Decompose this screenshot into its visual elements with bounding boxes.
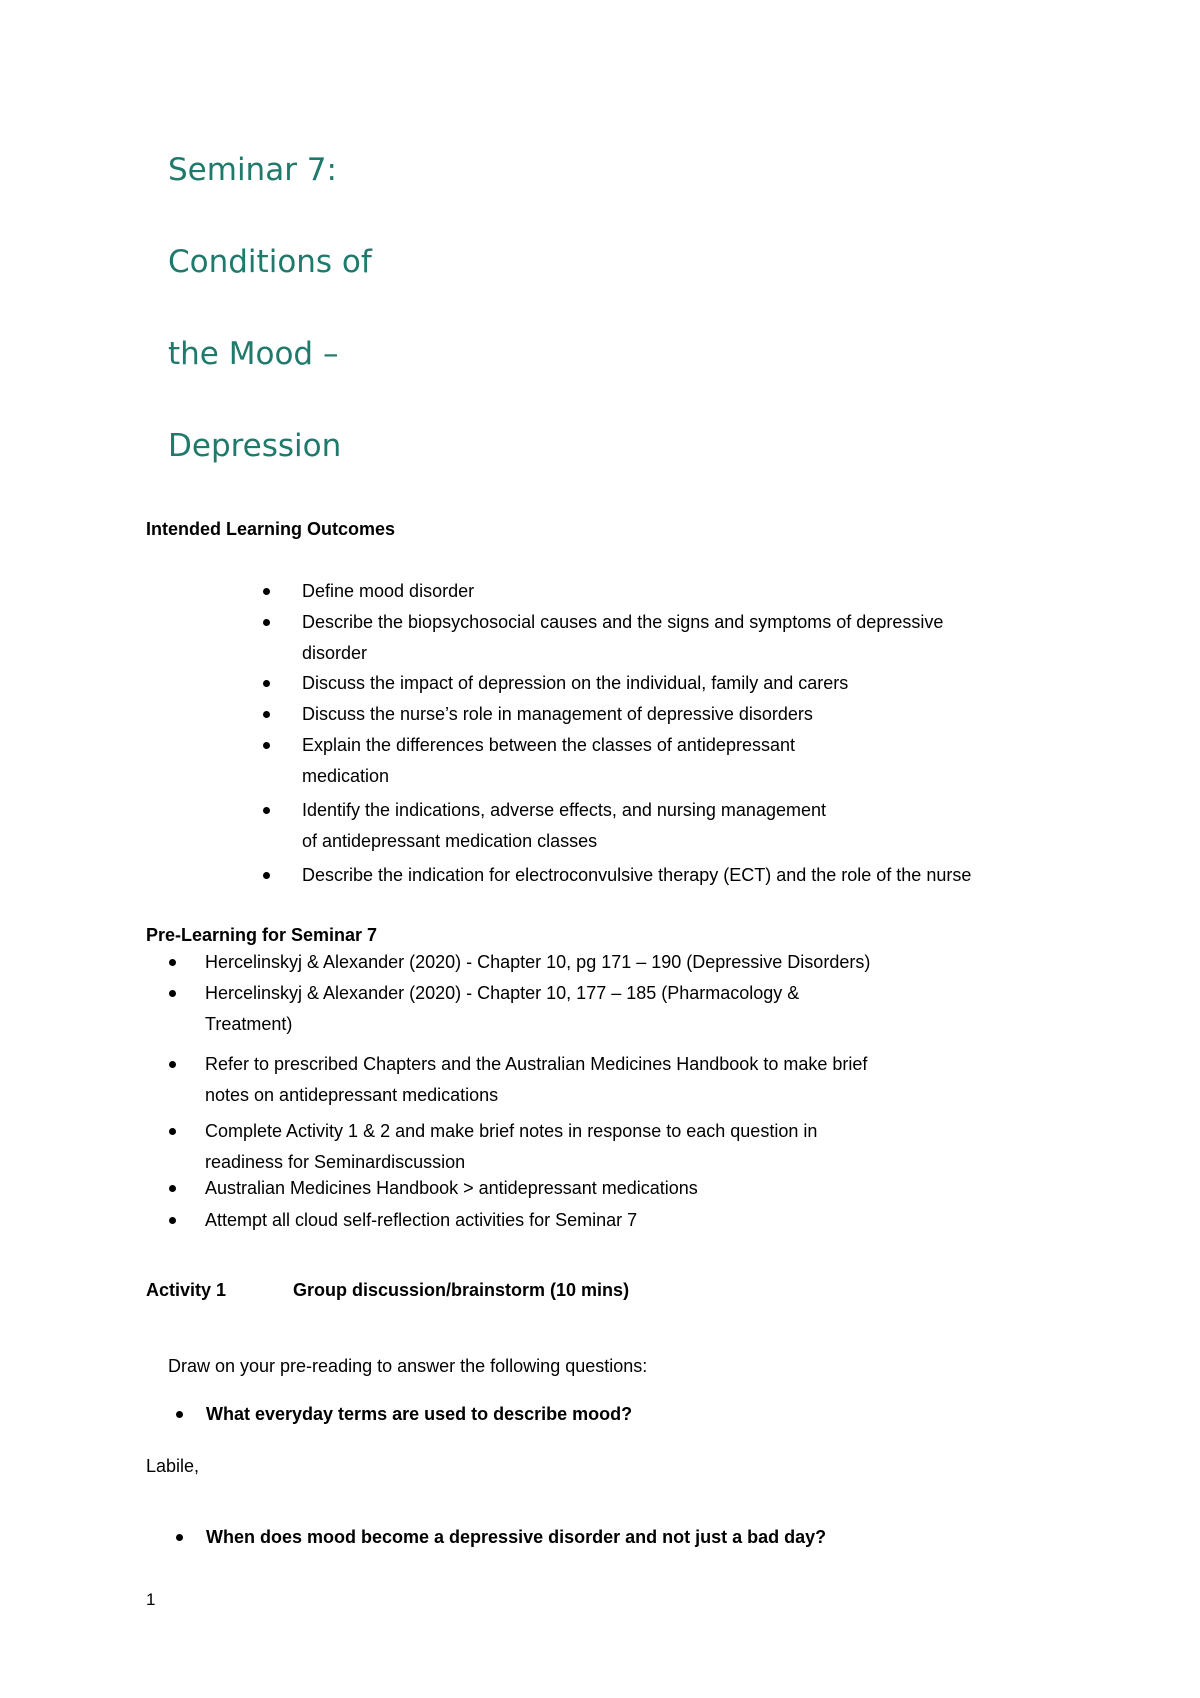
document-page: Seminar 7: Conditions of the Mood – Depression Intended Learning Outcomes Define mood disorder Describe the biopsychosocial causes and the signs and symptoms of depressive disorder Discuss the impact of depression on the individual, family and carers Discuss the nurse’s role in management of depressive disorders Explain the differences between the classes of antidepressant medication Identify the indications, adverse effects, and nursing management of antidepressant medication classes Describe the indication for electroconvulsive therapy (ECT) and the role of the nurse Pre-Learning for Seminar 7 Hercelinskyj & Alexander (2020) - Chapter 10, pg 171 – 190 (Depressive Disorders) Hercelinskyj & Alexander (2020) - Chapter 10, 177 – 185 (Pharmacology & Treatment) Refer to prescribed Chapters and the Australian Medicines Handbook to make brief notes on antidepressant medications Complete Activity 1 & 2 and make brief notes in response to each question in readiness for Seminardiscussion Australian Medicines Handbook > antidepressant medications Attempt all cloud self-reflection activities for Seminar 7 Activity 1 Group discussion/brainstorm (10 mins) Draw on your pre-reading to answer the following questions: What everyday terms are used to describe mood? Labile, When does mood become a depressive disorder and not just a bad day? 1	[146, 152, 972, 1609]
title-line-3: the Mood –	[168, 336, 339, 372]
bullet-icon	[263, 680, 270, 687]
bullet-icon	[263, 742, 270, 749]
bullet-icon	[169, 1061, 176, 1068]
bullet-icon	[169, 1217, 176, 1224]
ilo-heading: Intended Learning Outcomes	[146, 519, 396, 539]
bullet-icon	[169, 959, 176, 966]
bullet-icon	[169, 1185, 176, 1192]
activity1-intro: Draw on your pre-reading to answer the following questions:	[168, 1356, 648, 1376]
title-line-2: Conditions of	[168, 244, 372, 280]
page-number: 1	[146, 1590, 156, 1609]
activity1-title: Group discussion/brainstorm (10 mins)	[293, 1280, 630, 1300]
bullet-icon	[169, 1128, 176, 1135]
title-line-1: Seminar 7:	[168, 152, 337, 188]
activity1-label: Activity 1	[146, 1280, 227, 1300]
bullet-icon	[263, 711, 270, 718]
activity1-answer1: Labile,	[146, 1456, 200, 1476]
bullet-icon	[263, 619, 270, 626]
bullet-icon	[263, 872, 270, 879]
bullet-icon	[169, 990, 176, 997]
bullet-icon	[176, 1411, 183, 1418]
bullet-icon	[263, 807, 270, 814]
bullet-icon	[263, 588, 270, 595]
title-line-4: Depression	[168, 428, 342, 464]
bullet-icon	[176, 1534, 183, 1541]
prelearning-heading: Pre-Learning for Seminar 7	[146, 925, 378, 945]
